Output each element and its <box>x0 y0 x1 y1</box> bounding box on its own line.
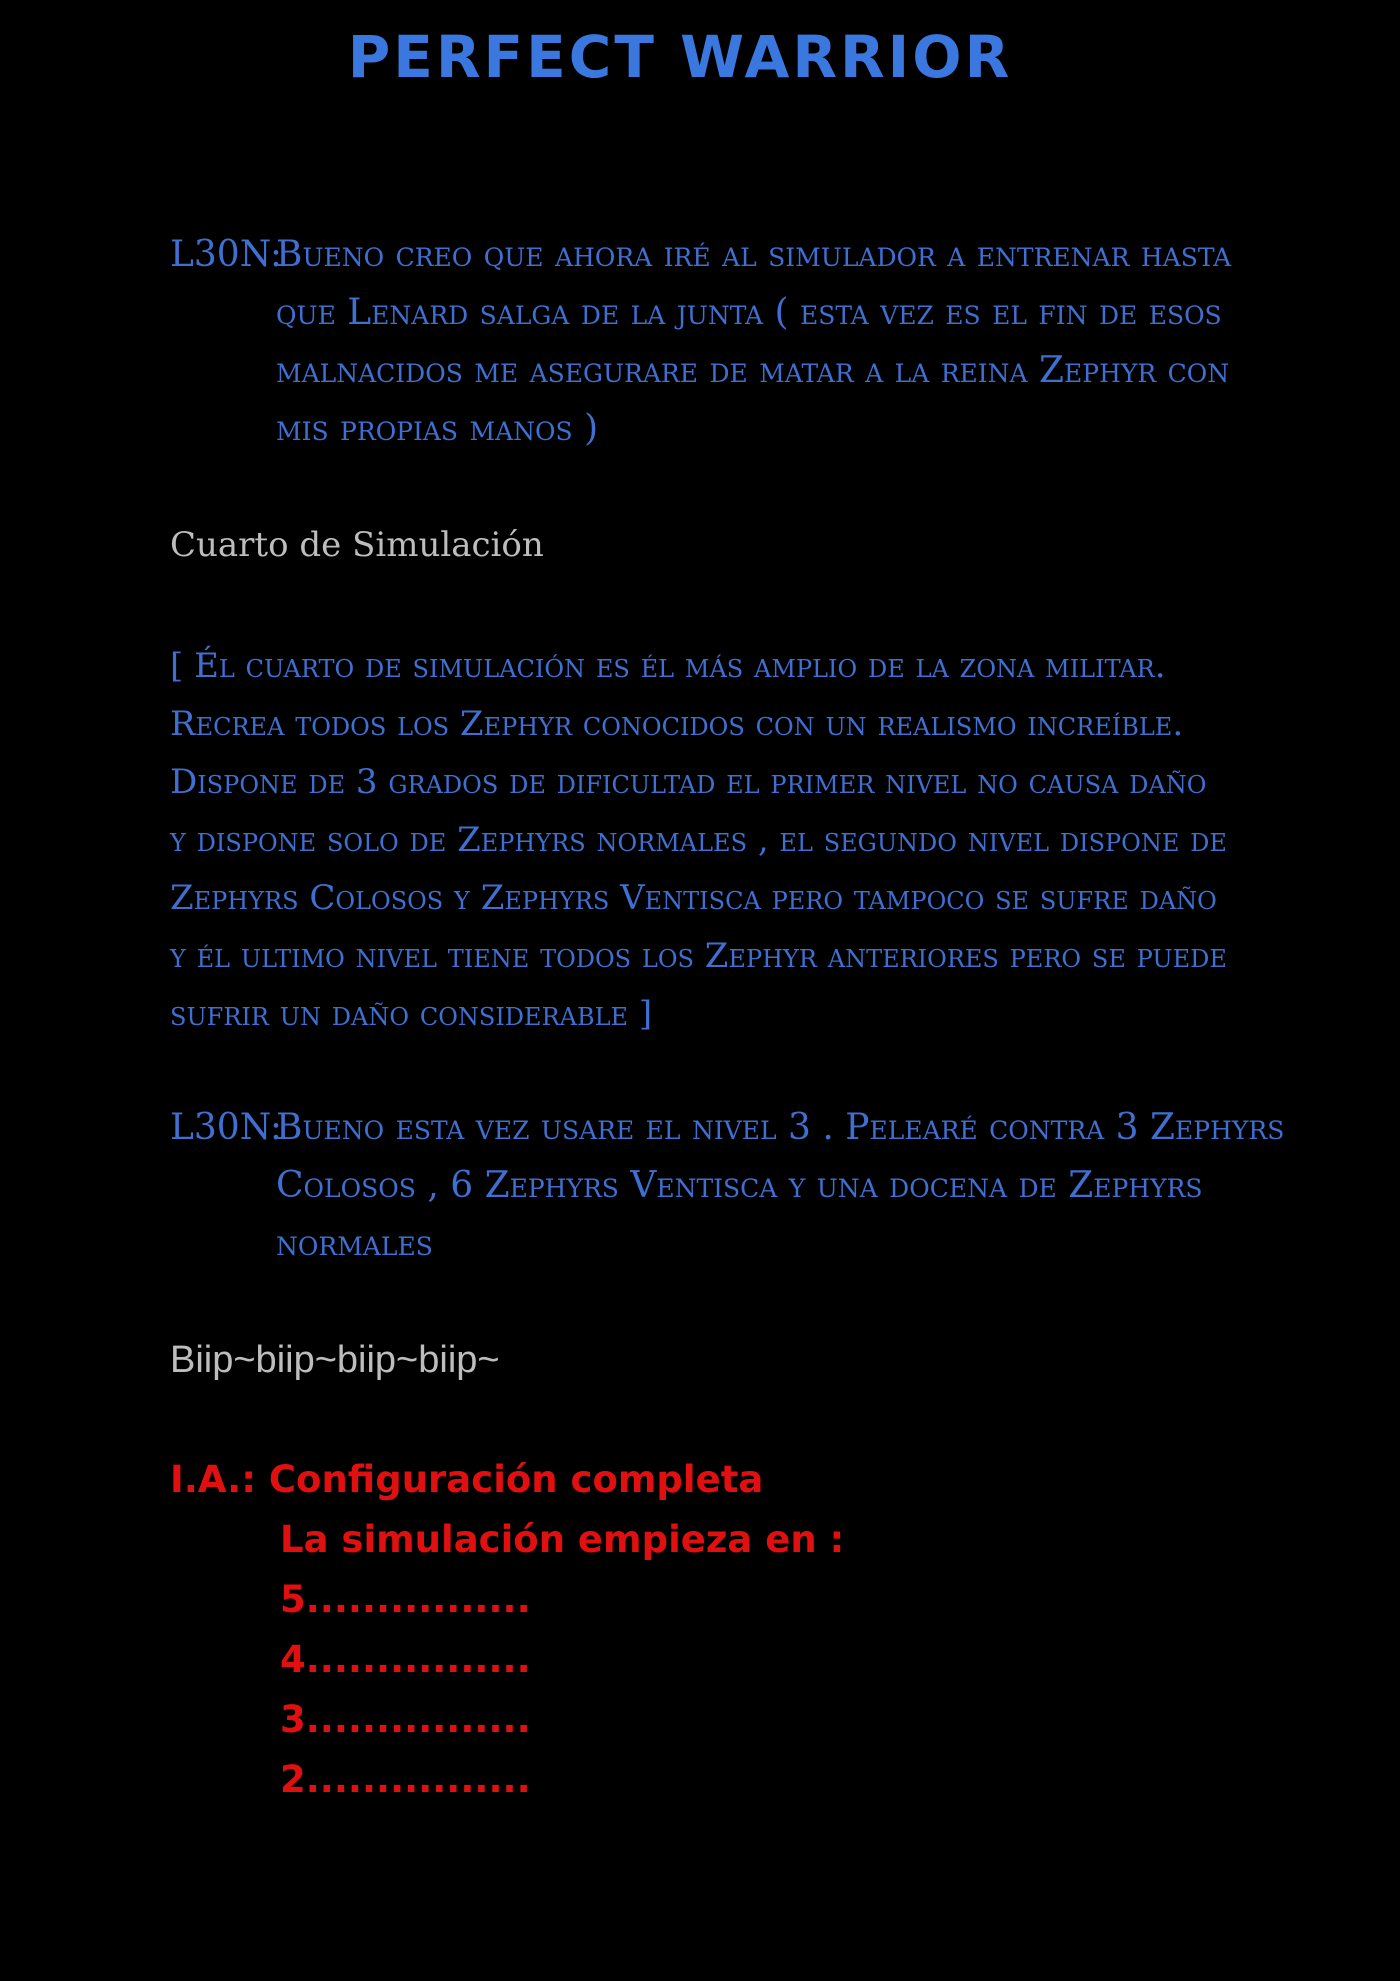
narration-line: y él ultimo nivel tiene todos los Zephyr anteriores pero se puede <box>170 936 1227 976</box>
countdown-line: 5................ <box>280 1578 531 1621</box>
dialogue-line: que Lenard salga de la junta ( esta vez es el fin de esos <box>276 292 1222 333</box>
dialogue-leon-1 <box>170 226 1230 458</box>
narration-line: y dispone solo de Zephyrs normales , el segundo nivel dispone de <box>170 820 1227 860</box>
narration-line: sufrir un daño considerable ] <box>170 994 653 1034</box>
page-title: PERFECT WARRIOR <box>347 23 1013 91</box>
dialogue-leon-2 <box>170 1099 1285 1273</box>
narration-line: Recrea todos los Zephyr conocidos con un realismo increíble. <box>170 704 1184 744</box>
narration-box <box>170 637 1270 1043</box>
dialogue-line: mis propias manos ) <box>276 408 599 449</box>
sound-effect: Biip~biip~biip~biip~ <box>170 1339 500 1381</box>
scene-heading: Cuarto de Simulación <box>170 525 544 565</box>
narration-line: Dispone de 3 grados de dificultad el primer nivel no causa daño <box>170 762 1207 802</box>
dialogue-line: Colosos , 6 Zephyrs Ventisca y una docena de Zephyrs <box>276 1165 1203 1206</box>
narration-line: [ Él cuarto de simulación es él más amplio de la zona militar. <box>170 646 1166 686</box>
dialogue-line: Bueno creo que ahora iré al simulador a entrenar hasta <box>276 234 1232 275</box>
speaker-label: L30N: <box>170 234 283 275</box>
ai-message <box>170 1450 1170 1810</box>
ai-speaker-label: I.A.: <box>170 1458 256 1501</box>
dialogue-line: Bueno esta vez usare el nivel 3 . Pelearé contra 3 Zephyrs <box>276 1107 1285 1148</box>
narration-line: Zephyrs Colosos y Zephyrs Ventisca pero tampoco se sufre daño <box>170 878 1217 918</box>
speaker-label: L30N: <box>170 1107 283 1148</box>
ai-line: La simulación empieza en : <box>280 1518 845 1561</box>
dialogue-line: malnacidos me asegurare de matar a la reina Zephyr con <box>276 350 1230 391</box>
countdown-line: 3................ <box>280 1698 531 1741</box>
dialogue-line: normales <box>276 1223 433 1264</box>
ai-line: Configuración completa <box>268 1458 764 1501</box>
countdown-line: 4................ <box>280 1638 531 1681</box>
countdown-line: 2................ <box>280 1758 531 1801</box>
